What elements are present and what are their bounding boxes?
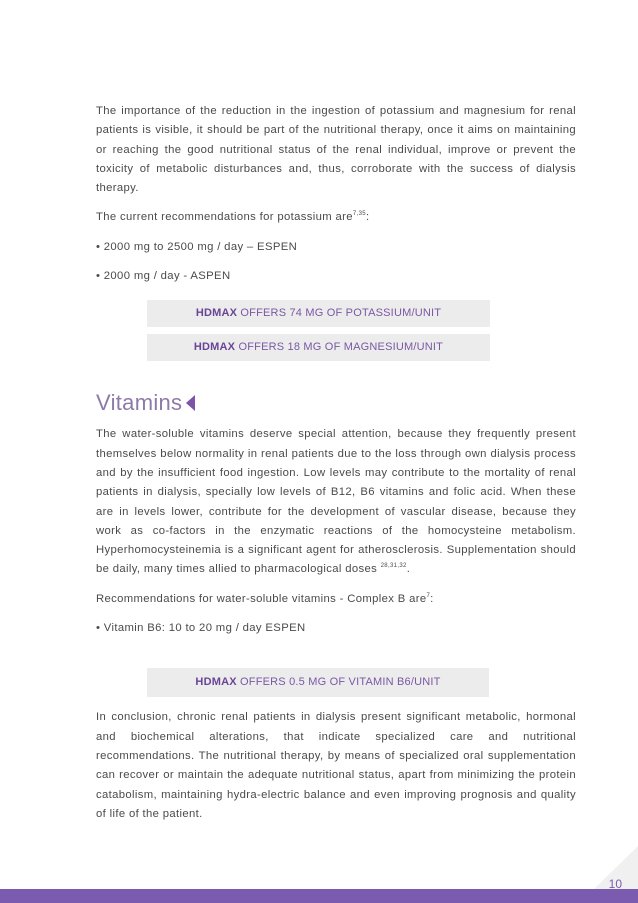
banner-potassium: [147, 300, 490, 327]
bullet-espen-potassium: • 2000 mg to 2500 mg / day – ESPEN: [96, 240, 298, 253]
banner-text: OFFERS 18 MG OF MAGNESIUM/UNIT: [235, 341, 444, 354]
banner-text: OFFERS 0.5 MG OF VITAMIN B6/UNIT: [236, 676, 441, 689]
text-end: :: [430, 592, 434, 605]
bullet-aspen-potassium: • 2000 mg / day - ASPEN: [96, 270, 231, 283]
brand-name: HDMAX: [193, 341, 236, 354]
triangle-left-icon: [186, 395, 195, 411]
text: Recommendations for water-soluble vitamins - Complex B are: [96, 592, 427, 605]
paragraph-vitamins: [96, 425, 576, 579]
page-number: 10: [608, 877, 622, 891]
paragraph-potassium-recommendations: [96, 208, 576, 227]
footer-bar: [0, 889, 638, 903]
paragraph-potassium-importance: The importance of the reduction in the ingestion of potassium and magnesium for renal patients is visible, it should be part of the nutritional therapy, once it aims on maintaining or reaching the good nutritional status of the renal individual, improve or prevent the toxicity of metabolic disturbances and, thus, corroborate with the success of dialysis therapy.: [96, 105, 576, 195]
page-content: [96, 102, 576, 834]
brand-name: HDMAX: [195, 307, 238, 320]
text: The current recommendations for potassium are: [96, 211, 353, 224]
heading-text: Vitamins: [96, 390, 183, 416]
text-end: .: [406, 563, 411, 576]
paragraph-vitamin-recommendations: [96, 590, 576, 609]
banner-magnesium: [147, 334, 490, 361]
bullet-vitamin-b6: • Vitamin B6: 10 to 20 mg / day ESPEN: [96, 622, 306, 635]
text: The water-soluble vitamins deserve special attention, because they frequently present themselves below normality in renal patients due to the loss through own dialysis process and by the insufficient food ingestion. Low levels may contribute to the mortality of renal patients in dialysis, specially low levels of B12, B6 vitamins and folic acid. When these are in levels lower, contribute for the development of vascular disease, because they work as co-factors in the enzymatic reactions of the homocysteine metabolism. Hyperhomocysteinemia is a significant agent for atherosclerosis. Supplementation should be daily, many times allied to pharmacological doses: [96, 428, 576, 576]
text-end: :: [365, 211, 370, 224]
banner-vitamin-b6: [147, 668, 489, 697]
brand-name: HDMAX: [195, 676, 237, 689]
section-heading-vitamins: [96, 390, 576, 416]
paragraph-conclusion: In conclusion, chronic renal patients in dialysis present significant metabolic, hormonal and biochemical alterations, that indicate specialized care and nutritional recommendations. The nutritional therapy, by means of specialized oral supplementation can recover or maintain the adequate nutritional status, apart from minimizing the protein catabolism, maintaining hydra-electric balance and even improving prognosis and quality of life of the patient.: [96, 711, 576, 820]
citation: 7,35: [352, 211, 366, 218]
citation: 28,31,32: [380, 563, 407, 570]
banner-text: OFFERS 74 MG OF POTASSIUM/UNIT: [237, 307, 442, 320]
citation: 7: [426, 592, 431, 599]
